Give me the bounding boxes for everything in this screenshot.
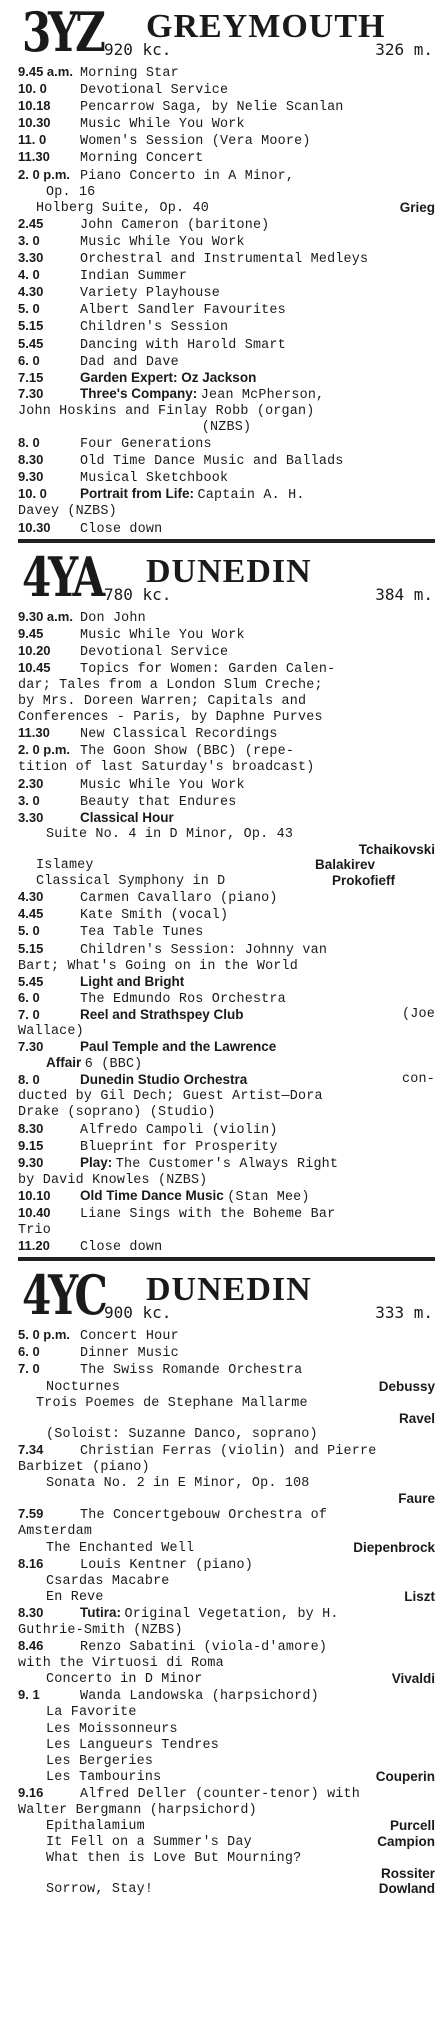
program-row: 3. 0 Beauty that Endures [18, 792, 237, 810]
program-row: 8. 0 Four Generations [18, 435, 212, 453]
frequency: 780 kc. [104, 584, 172, 604]
program-row: 10.18 Pencarrow Saga, by Nelie Scanlan [18, 98, 344, 116]
continuation: by Mrs. Doreen Warren; Capitals and [18, 694, 307, 710]
program-row: 3.30 Orchestral and Instrumental Medleys [18, 250, 369, 268]
program-row: 8. 0 Dunedin Studio Orchestra con- [18, 1072, 435, 1088]
composer-line [18, 1411, 435, 1426]
continuation: by David Knowles (NZBS) [18, 1172, 208, 1188]
callsign: 4YA [22, 544, 103, 609]
work-line: Les Bergeries [46, 1753, 154, 1769]
program-row: 2. 0 p.m. The Goon Show (BBC) (repe- [18, 742, 295, 760]
composer-line [18, 1491, 435, 1506]
program-row: 5.45 Dancing with Harold Smart [18, 335, 286, 353]
continuation: Amsterdam [18, 1524, 93, 1540]
program-row: 10.30 Music While You Work [18, 115, 245, 133]
program-row: 9.16 Alfred Deller (counter-tenor) with [18, 1784, 361, 1802]
continuation: (NZBS) [201, 419, 252, 435]
program-row: 10.10 Old Time Dance Music (Stan Mee) [18, 1187, 310, 1205]
composer: Diepenbrock [353, 1539, 435, 1555]
work-line: Csardas Macabre [46, 1573, 170, 1589]
continuation: Affair 6 (BBC) [46, 1055, 143, 1073]
schedule [18, 1327, 435, 1897]
program-row: 10.40 Liane Sings with the Boheme Bar [18, 1205, 336, 1222]
program-row: 9.30 a.m. Don John [18, 608, 146, 626]
wavelength: 333 m. [375, 1303, 433, 1323]
composer: Liszt [404, 1588, 435, 1604]
continuation: Wallace) [18, 1023, 84, 1039]
composer-line [18, 1866, 435, 1881]
program-row: 2.45 John Cameron (baritone) [18, 215, 270, 233]
program-row: 6. 0 Dad and Dave [18, 352, 179, 370]
station-4ya [0, 545, 447, 1262]
wavelength: 326 m. [375, 40, 433, 59]
work-line: Trois Poemes de Stephane Mallarme [36, 1395, 308, 1411]
program-row: 5. 0 p.m. Concert Hour [18, 1327, 179, 1345]
continuation: Op. 16 [46, 184, 96, 200]
work-line: Sonata No. 2 in E Minor, Op. 108 [46, 1476, 310, 1492]
program-row: 10.20 Devotional Service [18, 642, 229, 660]
work-line: Islamey Balakirev [36, 857, 375, 874]
composer: Campion [377, 1834, 435, 1850]
work-line: Nocturnes Debussy [46, 1378, 435, 1395]
program-row: 2.30 Music While You Work [18, 775, 245, 793]
program-row: 5.15 Children's Session [18, 318, 229, 336]
work-line: Les Tambourins Couperin [46, 1768, 435, 1785]
program-row: 5.45 Light and Bright [18, 973, 185, 989]
work-line: Classical Symphony in D Prokofieff [36, 873, 395, 890]
composer: Debussy [378, 1378, 435, 1394]
program-row: 4.30 Carmen Cavallaro (piano) [18, 889, 278, 907]
work-line: It Fell on a Summer's Day Campion [46, 1834, 435, 1851]
work-line: Epithalamium Purcell [46, 1818, 435, 1835]
city-name: GREYMOUTH [146, 8, 386, 45]
work-line: What then is Love But Mourning? [46, 1851, 302, 1867]
continuation: ducted by Gil Dech; Guest Artist—Dora [18, 1089, 323, 1105]
schedule [18, 609, 435, 1256]
program-row: 7. 0 The Swiss Romande Orchestra [18, 1361, 303, 1379]
schedule [18, 64, 435, 537]
program-row: 11.30 New Classical Recordings [18, 725, 278, 743]
station-header [18, 1263, 435, 1327]
program-row: 7. 0 Reel and Strathspey Club (Joe [18, 1006, 435, 1022]
work-line: Concerto in D Minor Vivaldi [46, 1671, 435, 1688]
station-header [18, 545, 435, 609]
program-row: 7.59 The Concertgebouw Orchestra of [18, 1506, 328, 1524]
work-line: The Enchanted Well Diepenbrock [46, 1539, 435, 1556]
continuation: dar; Tales from a London Slum Creche; [18, 678, 323, 693]
program-row: 9.30 Play: The Customer's Always Right [18, 1154, 339, 1172]
program-row: 7.30 Paul Temple and the Lawrence [18, 1039, 277, 1055]
continuation: Bart; What's Going on in the World [18, 958, 299, 974]
composer: Tchaikovski [358, 841, 435, 857]
program-row: 9.45 Music While You Work [18, 625, 245, 643]
composer: Prokofieff [331, 873, 395, 889]
program-row: 8.16 Louis Kentner (piano) [18, 1555, 253, 1573]
program-row: 5. 0 Tea Table Tunes [18, 923, 204, 941]
callsign: 3YZ [22, 0, 103, 64]
program-row: 10.45 Topics for Women: Garden Calen- [18, 659, 336, 677]
city-name: DUNEDIN [146, 1271, 312, 1309]
work-line: Sorrow, Stay! Dowland [46, 1881, 435, 1898]
program-row: 3. 0 Music While You Work [18, 232, 245, 250]
program-row: 9.30 Musical Sketchbook [18, 469, 229, 487]
frequency: 920 kc. [104, 40, 172, 59]
program-row: 10. 0 Portrait from Life: Captain A. H. [18, 486, 305, 504]
program-row: 10. 0 Devotional Service [18, 81, 229, 99]
program-row: 6. 0 The Edmundo Ros Orchestra [18, 989, 286, 1007]
program-row: 11.30 Morning Concert [18, 149, 204, 167]
composer: Faure [398, 1491, 435, 1507]
station-header [18, 0, 435, 64]
program-row: 9.45 a.m. Morning Star [18, 64, 179, 81]
wavelength: 384 m. [375, 584, 433, 604]
composer: Balakirev [314, 857, 375, 873]
composer: Couperin [375, 1768, 435, 1784]
work-line: Les Moissonneurs [46, 1721, 178, 1737]
program-row: 5.15 Children's Session: Johnny van [18, 940, 328, 958]
program-row: 6. 0 Dinner Music [18, 1344, 179, 1362]
program-row: 10.30 Close down [18, 519, 163, 537]
continuation: Guthrie-Smith (NZBS) [18, 1622, 183, 1638]
program-row: 8.30 Tutira: Original Vegetation, by H. [18, 1604, 339, 1622]
work-line: Holberg Suite, Op. 40 Grieg [36, 199, 435, 216]
program-row: 4. 0 Indian Summer [18, 267, 188, 285]
station-3yz [0, 0, 447, 543]
work-line: La Favorite [46, 1705, 137, 1721]
composer: Rossiter [380, 1866, 435, 1882]
program-row: 11.20 Close down [18, 1238, 163, 1256]
program-row: 8.46 Renzo Sabatini (viola-d'amore) [18, 1638, 328, 1656]
continuation: Walter Bergmann (harpsichord) [18, 1803, 257, 1818]
city-name: DUNEDIN [146, 552, 312, 590]
program-row: 9. 1 Wanda Landowska (harpsichord) [18, 1687, 319, 1705]
section-divider [18, 1257, 435, 1261]
program-row: 7.15 Garden Expert: Oz Jackson [18, 369, 257, 385]
program-row: 4.45 Kate Smith (vocal) [18, 906, 229, 924]
program-row: 8.30 Old Time Dance Music and Ballads [18, 452, 344, 470]
program-row: 2. 0 p.m. Piano Concerto in A Minor, [18, 166, 295, 184]
frequency: 900 kc. [104, 1303, 172, 1323]
composer: Purcell [389, 1818, 435, 1834]
callsign: 4YC [22, 1263, 105, 1328]
continuation: Conferences - Paris, by Daphne Purves [18, 710, 323, 726]
composer: Vivaldi [391, 1671, 435, 1687]
program-row: 3.30 Classical Hour [18, 809, 174, 825]
section-divider [18, 539, 435, 543]
continuation: with the Virtuosi di Roma [18, 1656, 224, 1672]
station-4yc [0, 1263, 447, 1897]
continuation: Trio [18, 1223, 51, 1239]
program-row: 8.30 Alfredo Campoli (violin) [18, 1120, 278, 1138]
continuation: Drake (soprano) (Studio) [18, 1105, 216, 1121]
work-line: Suite No. 4 in D Minor, Op. 43 [46, 826, 294, 842]
program-row: 4.30 Variety Playhouse [18, 284, 221, 302]
continuation: (Soloist: Suzanne Danco, soprano) [46, 1426, 318, 1442]
composer: Grieg [399, 199, 435, 215]
continuation: Barbizet (piano) [18, 1460, 150, 1476]
composer: Ravel [398, 1410, 435, 1426]
composer-line [18, 842, 435, 857]
work-line: En Reve Liszt [46, 1588, 435, 1605]
program-row: 7.30 Three's Company: Jean McPherson, [18, 385, 325, 403]
program-row: 11. 0 Women's Session (Vera Moore) [18, 132, 311, 150]
program-row: 9.15 Blueprint for Prosperity [18, 1137, 278, 1155]
work-line: Les Langueurs Tendres [46, 1737, 219, 1753]
continuation: John Hoskins and Finlay Robb (organ) [18, 403, 315, 419]
program-row: 5. 0 Albert Sandler Favourites [18, 301, 286, 319]
continuation: Davey (NZBS) [18, 504, 117, 520]
program-row: 7.34 Christian Ferras (violin) and Pierre [18, 1441, 377, 1459]
composer: Dowland [378, 1881, 435, 1897]
continuation: tition of last Saturday's broadcast) [18, 760, 315, 776]
